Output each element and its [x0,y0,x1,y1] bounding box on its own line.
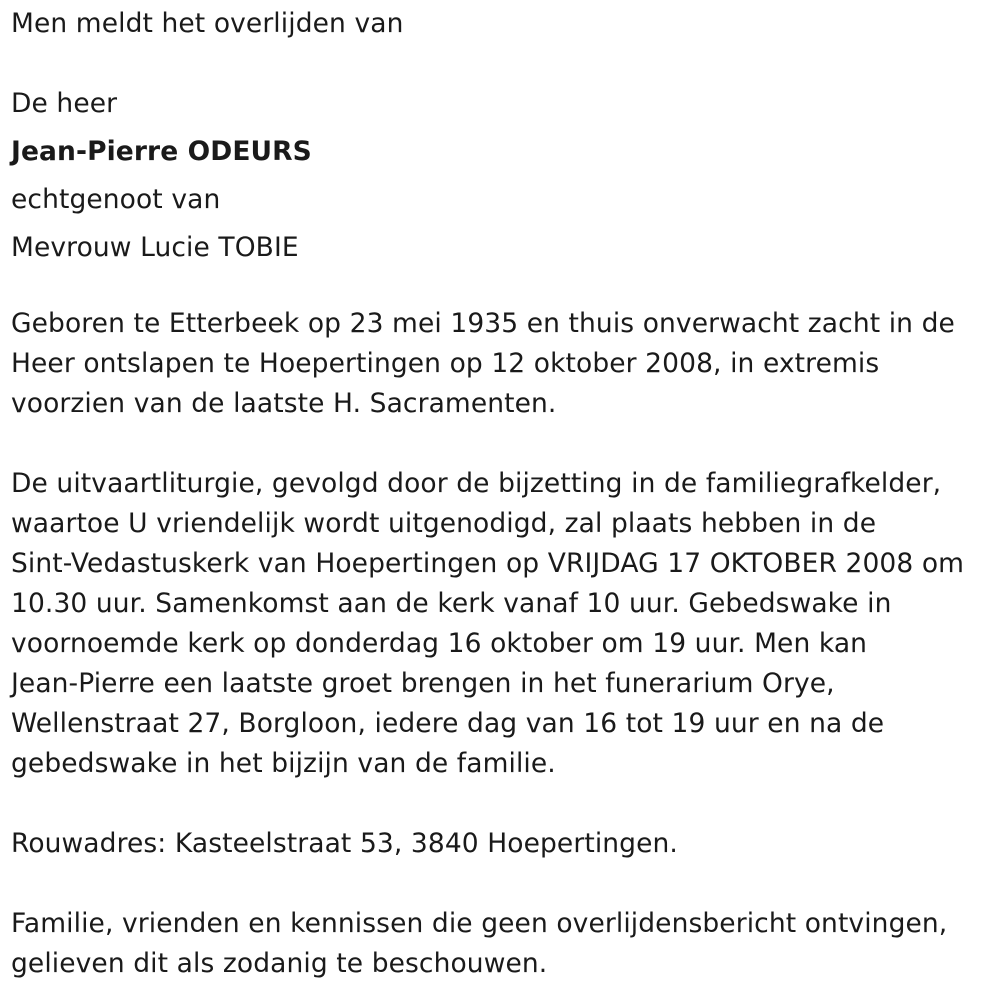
spacer [11,272,986,304]
address-paragraph [11,824,986,864]
body-text [11,304,986,984]
funeral-paragraph [11,464,986,784]
paragraph-line: Wellenstraat 27, Borgloon, iedere dag van 16 tot 19 uur en na de [11,708,885,739]
paragraph-line: gebedswake in het bijzijn van de familie. [11,748,556,779]
spouse-name: Mevrouw Lucie TOBIE [11,232,299,263]
paragraph-line: Heer ontslapen te Hoepertingen op 12 oktober 2008, in extremis [11,348,880,379]
paragraph-line: Geboren te Etterbeek op 23 mei 1935 en thuis onverwacht zacht in de [11,308,955,339]
paragraph-line: voornoemde kerk op donderdag 16 oktober om 19 uur. Men kan [11,628,868,659]
paragraph-line: Familie, vrienden en kennissen die geen overlijdensbericht ontvingen, [11,908,948,939]
birth-death-paragraph [11,304,986,424]
spacer [11,784,986,824]
paragraph-line: voorzien van de laatste H. Sacramenten. [11,388,557,419]
paragraph-line: Rouwadres: Kasteelstraat 53, 3840 Hoepertingen. [11,828,678,859]
spacer [11,864,986,904]
title-text: De heer [11,88,118,119]
paragraph-line: gelieven dit als zodanig te beschouwen. [11,948,548,979]
deceased-name: Jean-Pierre ODEURS [11,136,312,167]
paragraph-line: Sint-Vedastuskerk van Hoepertingen op VRIJDAG 17 OKTOBER 2008 om [11,548,965,579]
paragraph-line: waartoe U vriendelijk wordt uitgenodigd, zal plaats hebben in de [11,508,877,539]
obituary-notice [11,0,986,984]
paragraph-line: De uitvaartliturgie, gevolgd door de bijzetting in de familiegrafkelder, [11,468,942,499]
paragraph-line: Jean-Pierre een laatste groet brengen in het funerarium Orye, [11,668,835,699]
intro-text: Men meldt het overlijden van [11,8,404,39]
paragraph-line: 10.30 uur. Samenkomst aan de kerk vanaf 10 uur. Gebedswake in [11,588,892,619]
spacer [11,48,986,80]
closing-paragraph [11,904,986,984]
spacer [11,424,986,464]
relation-text: echtgenoot van [11,184,221,215]
